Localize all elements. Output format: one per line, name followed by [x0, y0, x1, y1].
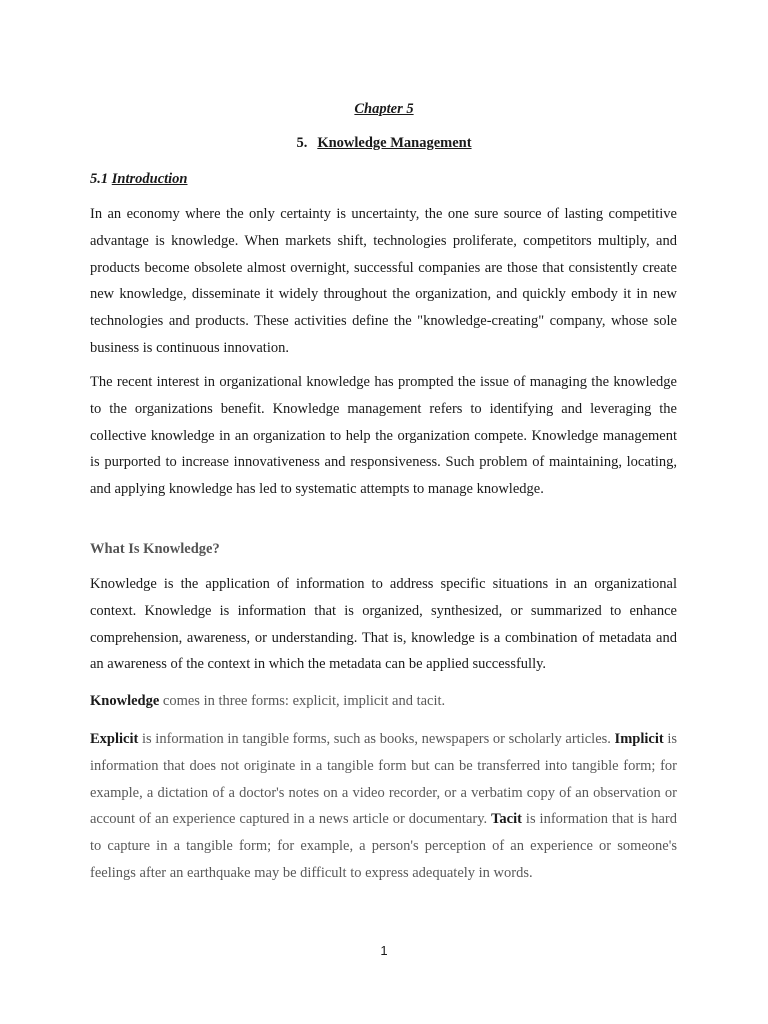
- paragraph-knowledge-definition: Knowledge is the application of information to address specific situations in an organizational context. Knowledge is information that is organized, synthesized, or summarized to enhance comprehension, awareness, or understanding. That is, knowledge is a combination of metadata and an awareness of the context in which the metadata can be applied successfully.: [90, 576, 677, 673]
- chapter-label: Chapter 5: [354, 101, 414, 117]
- term-tacit: Tacit: [491, 811, 522, 828]
- subheading-what-is-knowledge: What Is Knowledge?: [90, 541, 220, 557]
- tacit-text: is information that is hard to capture in a tangible form; for example, a person's perception of an experience or someone's feelings after an earthquake may be difficult to express adequately in words.: [90, 811, 677, 881]
- paragraph-forms-detail: [90, 726, 677, 887]
- section-title: Introduction: [111, 171, 188, 187]
- term-explicit: Explicit: [90, 731, 139, 747]
- paragraph-intro: In an economy where the only certainty is uncertainty, the one sure source of lasting competitive advantage is knowledge. When markets shift, technologies proliferate, competitors multiply, and products become obsolete almost overnight, successful companies are those that consistently create new knowledge, disseminate it widely throughout the organization, and quickly embody it in new technologies and products. These activities define the "knowledge-creating" company, whose sole business is continuous innovation.: [90, 206, 677, 356]
- chapter-heading: [0, 135, 768, 152]
- term-knowledge: Knowledge: [90, 693, 160, 709]
- implicit-text: is information that does not originate in a tangible form but can be transferred into tangible form; for example, a dictation of a doctor's notes on a video recorder, or a verbatim copy of an observation or account of an experience captured in a news article or documentary.: [90, 731, 678, 828]
- term-implicit: Implicit: [614, 731, 664, 747]
- explicit-text: is information in tangible forms, such as books, newspapers or scholarly articles.: [138, 731, 615, 747]
- section-heading: [90, 171, 188, 188]
- heading-title: Knowledge Management: [317, 135, 472, 151]
- paragraph-interest: The recent interest in organizational knowledge has prompted the issue of managing the knowledge to the organizations benefit. Knowledge management refers to identifying and leveraging the collective knowledge in an organization to help the organization compete. Knowledge management is purported to increase innovativeness and responsiveness. Such problem of maintaining, locating, and applying knowledge has led to systematic attempts to manage knowledge.: [90, 374, 677, 498]
- section-number: 5.1: [90, 171, 109, 187]
- heading-number: 5.: [296, 135, 308, 151]
- page-number: 1: [380, 943, 388, 958]
- paragraph-knowledge-forms: [90, 688, 677, 715]
- forms-text: comes in three forms: explicit, implicit and tacit.: [159, 693, 446, 709]
